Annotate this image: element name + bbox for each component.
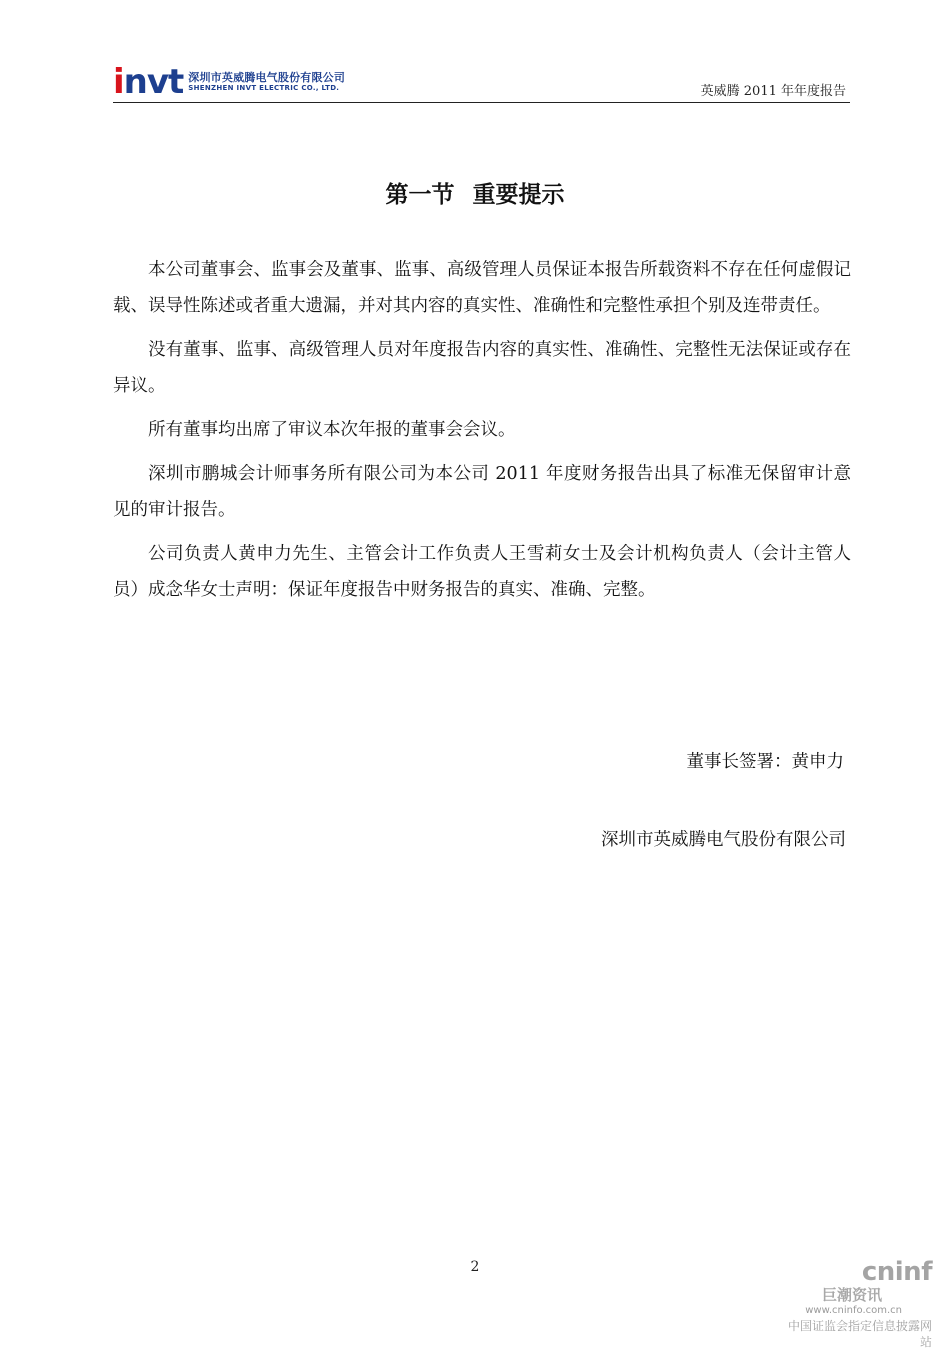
- paragraph-declaration: 公司负责人黄申力先生、主管会计工作负责人王雪莉女士及会计机构负责人（会计主管人员）成念华女士声明：保证年度报告中财务报告的真实、准确、完整。: [113, 544, 851, 600]
- cninfo-cn-name: 巨潮资讯: [821, 1286, 882, 1304]
- cninfo-tagline: 中国证监会指定信息披露网站: [787, 1319, 932, 1349]
- logo-mark-nvt: nvt: [123, 62, 184, 102]
- page-number: 2: [470, 1259, 480, 1275]
- company-logo: [113, 62, 346, 102]
- logo-company-en: SHENZHEN INVT ELECTRIC CO., LTD.: [188, 84, 340, 92]
- logo-company-cn: 深圳市英威腾电气股份有限公司: [188, 71, 346, 84]
- chairman-signature: 董事长签署：黄申力: [686, 752, 844, 772]
- cninfo-watermark: [782, 1258, 932, 1350]
- logo-text: [188, 71, 345, 93]
- report-title: 英威腾 2011 年年度报告: [700, 84, 846, 99]
- paragraph-attendance: 所有董事均出席了审议本次年报的董事会会议。: [148, 420, 516, 440]
- paragraph-guarantee: 本公司董事会、监事会及董事、监事、高级管理人员保证本报告所载资料不存在任何虚假记载、误导性陈述或者重大遗漏，并对其内容的真实性、准确性和完整性承担个别及连带责任。: [113, 260, 851, 316]
- logo-mark-i: i: [113, 62, 124, 102]
- document-body: [113, 252, 851, 616]
- paragraph-audit: 深圳市鹏城会计师事务所有限公司为本公司 2011 年度财务报告出具了标准无保留审计意见的审计报告。: [113, 464, 851, 520]
- company-signature: 深圳市英威腾电气股份有限公司: [601, 830, 846, 850]
- cninfo-logo: cninf: [861, 1257, 932, 1287]
- invt-logo-mark: [113, 62, 184, 102]
- page-header: [113, 62, 850, 103]
- section-title: 第一节 重要提示: [385, 182, 565, 208]
- paragraph-no-objection: 没有董事、监事、高级管理人员对年度报告内容的真实性、准确性、完整性无法保证或存在异议。: [113, 340, 851, 396]
- cninfo-url: www.cninfo.com.cn: [805, 1305, 902, 1316]
